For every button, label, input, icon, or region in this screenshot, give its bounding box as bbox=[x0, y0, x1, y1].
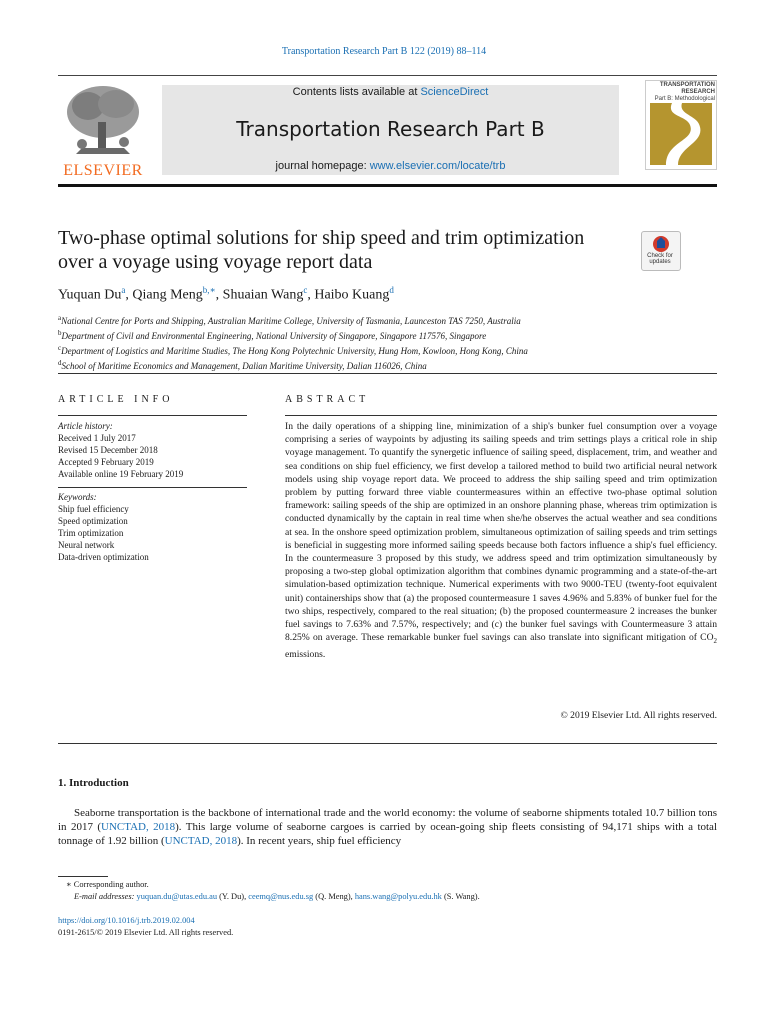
header-divider bbox=[58, 75, 717, 76]
section-heading-introduction: 1. Introduction bbox=[58, 777, 129, 789]
sciencedirect-link[interactable]: ScienceDirect bbox=[420, 86, 489, 98]
contents-prefix: Contents lists available at bbox=[292, 86, 421, 98]
abstract-text-end: emissions. bbox=[285, 649, 326, 661]
affiliation-item bbox=[58, 327, 718, 342]
keywords-heading: Keywords: bbox=[58, 492, 97, 502]
author-name[interactable]: Shuaian Wang bbox=[222, 287, 304, 303]
history-item: Received 1 July 2017 bbox=[58, 433, 136, 443]
affiliation-text: Department of Civil and Environmental Engineering, National University of Singapore, Singapore 117576, Singapore bbox=[61, 331, 487, 341]
email-link[interactable]: hans.wang@polyu.edu.hk bbox=[354, 892, 442, 901]
article-title: Two-phase optimal solutions for ship speed and trim optimization over a voyage using voyage report data bbox=[58, 227, 585, 273]
email-addresses bbox=[58, 891, 717, 903]
citation-link[interactable]: UNCTAD, 2018 bbox=[164, 835, 238, 847]
check-updates-icon bbox=[642, 232, 680, 254]
section-divider bbox=[58, 373, 717, 374]
journal-homepage-link[interactable]: www.elsevier.com/locate/trb bbox=[369, 160, 506, 172]
keyword-item: Trim optimization bbox=[58, 528, 124, 538]
history-heading: Article history: bbox=[58, 421, 113, 431]
abstract-copyright: © 2019 Elsevier Ltd. All rights reserved. bbox=[560, 710, 717, 721]
history-item: Accepted 9 February 2019 bbox=[58, 457, 154, 467]
check-for-updates-badge[interactable] bbox=[641, 231, 681, 271]
footnote-divider bbox=[58, 876, 108, 877]
affiliation-item bbox=[58, 357, 718, 372]
author-affiliation-mark[interactable]: b,∗ bbox=[202, 285, 216, 295]
corresponding-author-note: ∗ Corresponding author. bbox=[66, 880, 149, 889]
cover-title-main: TRANSPORTATION RESEARCH bbox=[659, 82, 715, 95]
journal-citation[interactable]: Transportation Research Part B 122 (2019) 88–114 bbox=[281, 46, 487, 57]
affiliation-text: Department of Logistics and Maritime Studies, The Hong Kong Polytechnic University, Hung Hom, Kowloon, Hong Kong, China bbox=[61, 346, 528, 356]
article-info-divider bbox=[58, 415, 247, 416]
intro-paragraph bbox=[58, 806, 717, 848]
abstract-divider bbox=[285, 415, 717, 416]
history-item: Revised 15 December 2018 bbox=[58, 445, 158, 455]
abstract-subscript: 2 bbox=[713, 637, 717, 646]
affiliation-text: School of Maritime Economics and Management, Dalian Maritime University, Dalian 116026, China bbox=[61, 361, 427, 371]
elsevier-wordmark: ELSEVIER bbox=[63, 162, 143, 179]
keywords bbox=[58, 491, 248, 563]
intro-text: ). This large volume of seaborne cargoes is carried by ocean-going ship fleets consisting of 94,171 ships with a total tonnage of 1.92 billion ( bbox=[58, 821, 717, 847]
journal-title: Transportation Research Part B bbox=[236, 117, 545, 141]
email-link[interactable]: yuquan.du@utas.edu.au bbox=[136, 892, 218, 901]
article-history bbox=[58, 420, 248, 480]
intro-text: Seaborne transportation is the backbone of international trade and the world economy: the volume of seaborne shipments totaled 10.7 billion tons in 2017 ( bbox=[58, 807, 717, 833]
affiliations bbox=[58, 312, 718, 372]
author-affiliation-mark[interactable]: c bbox=[303, 285, 308, 295]
email-owner: (Y. Du), bbox=[217, 892, 249, 901]
cover-title bbox=[647, 82, 715, 103]
intro-text: ). In recent years, ship fuel efficiency bbox=[237, 835, 402, 847]
keyword-item: Data-driven optimization bbox=[58, 552, 149, 562]
affiliation-item bbox=[58, 342, 718, 357]
abstract-text: In the daily operations of a shipping line, minimization of a ship's bunker fuel consumption over a voyage comprising a series of waypoints by adjusting its sailing speeds and trim settings plays a critical role in ship voyage management. To quantify the synergetic influence of sailing speed, displacement, trim, and weather and sea conditions on ship fuel efficiency, we first develop a tailored method to build two artificial neural network models using ship voyage report data. We proceed to address the ship sailing speed and trim optimization problem by putting forward three viable countermeasures within an effective two-phase optimal solution framework: sailing speeds of the ship are optimized in an onshore planning phase, whereas trim optimization is conducted dynamically by the captain in real time when she/he observes the actual weather and sea conditions at sea. In the onshore speed optimization problem, simultaneous optimization of sailing speeds and trim settings is beneficial in suggesting more informed sailing speeds because both factors influence a ship's fuel efficiency. In the countermeasure 3 proposed by this study, we address speed and trim optimization simultaneously by proposing a two-step global optimization algorithm that combines dynamic programming and a state-of-the-art simulation-based optimization technique. Numerical experiments with two 9000-TEU (twenty-foot equivalent unit) containerships show that (a) the proposed countermeasure 1 saves 4.96% and 5.83% of bunker fuel for the two ships, respectively, compared to the real situation; (b) the proposed countermeasure 2 increases the bunker fuel savings to 7.63% and 7.57%, respectively; and (c) the bunker fuel savings with Countermeasure 3 attain 8.25% on average. These remarkable bunker fuel savings can also translate into significant mitigation of CO bbox=[285, 421, 717, 644]
author-name[interactable]: Haibo Kuang bbox=[314, 287, 390, 303]
author-list: Yuquan Du$^a$, Qiang Meng$^{b,∗}$, Shuaian Wang$^c$, Haibo Kuang$^d$ bbox=[58, 285, 394, 303]
check-for-updates-label: Check for updates bbox=[647, 253, 673, 265]
abstract-body bbox=[285, 420, 717, 662]
homepage-line bbox=[162, 160, 619, 172]
cover-title-sub: Part B: Methodological bbox=[654, 96, 715, 102]
header-thick-divider bbox=[58, 184, 717, 187]
footnotes bbox=[58, 879, 717, 903]
doi-block bbox=[58, 915, 233, 939]
author-name[interactable]: Yuquan Du bbox=[58, 287, 122, 303]
section-divider bbox=[58, 743, 717, 744]
affiliation-text: National Centre for Ports and Shipping, Australian Maritime College, University of Tasmania, Launceston TAS 7250, Australia bbox=[61, 316, 521, 326]
article-info-heading: ARTICLE INFO bbox=[58, 394, 174, 405]
author-name[interactable]: Qiang Meng bbox=[132, 287, 203, 303]
history-item: Available online 19 February 2019 bbox=[58, 469, 184, 479]
homepage-prefix: journal homepage: bbox=[275, 160, 370, 172]
keyword-item: Speed optimization bbox=[58, 516, 128, 526]
doi-link[interactable]: https://doi.org/10.1016/j.trb.2019.02.004 bbox=[58, 916, 195, 925]
keywords-divider bbox=[58, 487, 247, 488]
affiliation-item bbox=[58, 312, 718, 327]
contents-line bbox=[162, 86, 619, 98]
email-link[interactable]: ceemq@nus.edu.sg bbox=[248, 892, 314, 901]
citation-link[interactable]: UNCTAD, 2018 bbox=[101, 821, 176, 833]
affiliation-mark: d bbox=[58, 359, 62, 367]
issn-copyright: 0191-2615/© 2019 Elsevier Ltd. All rights reserved. bbox=[58, 928, 234, 937]
author-affiliation-mark[interactable]: a bbox=[121, 285, 126, 295]
keyword-item: Neural network bbox=[58, 540, 115, 550]
affiliation-mark: a bbox=[58, 314, 62, 322]
author-affiliation-mark[interactable]: d bbox=[389, 285, 394, 295]
abstract-heading: ABSTRACT bbox=[285, 394, 370, 405]
email-owner: (Q. Meng), bbox=[313, 892, 355, 901]
keyword-item: Ship fuel efficiency bbox=[58, 504, 129, 514]
email-owner: (S. Wang). bbox=[441, 892, 480, 901]
email-prefix: E-mail addresses: bbox=[74, 892, 137, 901]
affiliation-mark: c bbox=[58, 344, 62, 352]
affiliation-mark: b bbox=[58, 329, 62, 337]
